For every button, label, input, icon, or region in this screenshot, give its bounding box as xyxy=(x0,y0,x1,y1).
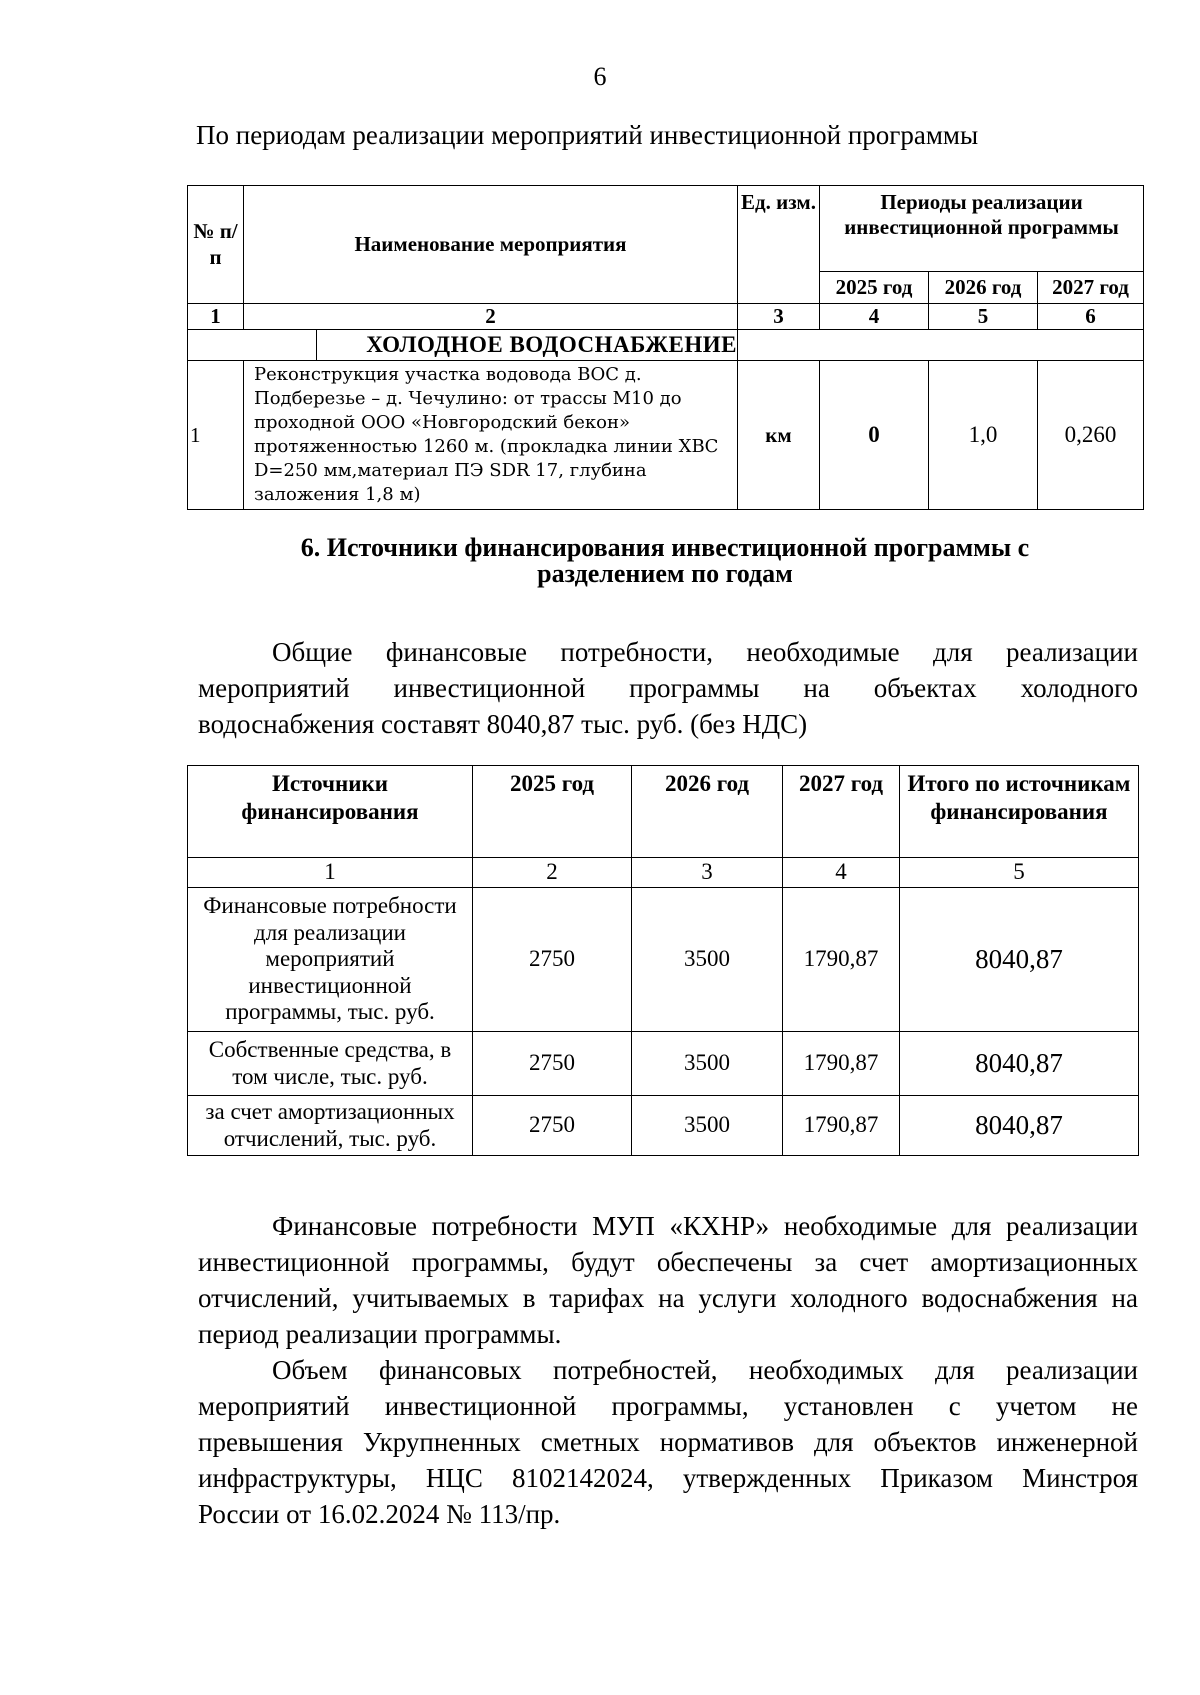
row-unit: км xyxy=(738,361,820,510)
row-label: за счет амортизационных отчислений, тыс. руб. xyxy=(188,1096,473,1156)
table-row xyxy=(188,1032,1139,1096)
row-value-2027: 1790,87 xyxy=(783,888,900,1032)
col-number: 2 xyxy=(473,858,632,888)
row-total: 8040,87 xyxy=(900,1096,1139,1156)
col-number: 2 xyxy=(244,304,738,330)
row-value-2025: 2750 xyxy=(473,1032,632,1096)
paragraph-line: мероприятий инвестиционной программы на объектах холодного xyxy=(198,673,1138,703)
paragraph-line: Общие финансовые потребности, необходимые для реализации xyxy=(272,637,1138,667)
paragraph-total-needs xyxy=(198,634,1138,742)
row-label: Финансовые потребности для реализации мероприятий инвестиционной программы, тыс. руб. xyxy=(188,888,473,1032)
paragraph-line: инфраструктуры, НЦС 8102142024, утвержденных Приказом Минстроя xyxy=(198,1463,1138,1493)
paragraph-line: превышения Укрупненных сметных нормативов для объектов инженерной xyxy=(198,1427,1138,1457)
header-unit: Ед. изм. xyxy=(738,186,820,304)
col-number: 1 xyxy=(188,858,473,888)
paragraph-line: отчислений, учитываемых в тарифах на услуги холодного водоснабжения на xyxy=(198,1283,1138,1313)
row-total: 8040,87 xyxy=(900,888,1139,1032)
table-row xyxy=(188,888,1139,1032)
header-year-2027: 2027 год xyxy=(1038,272,1144,304)
header-periods: Периоды реализации инвестиционной программы xyxy=(820,186,1144,272)
row-value-2027: 0,260 xyxy=(1038,361,1144,510)
row-name-line: D=250 мм,материал ПЭ SDR 17, глубина xyxy=(254,460,647,481)
row-value-2026: 3500 xyxy=(632,1096,783,1156)
col-number: 3 xyxy=(738,304,820,330)
section-6-title-line: разделением по годам xyxy=(537,559,793,588)
paragraph-funding xyxy=(198,1208,1138,1352)
paragraph-line: период реализации программы. xyxy=(198,1319,562,1349)
col-number: 6 xyxy=(1038,304,1144,330)
table-implementation-periods xyxy=(187,185,1144,510)
col-number: 4 xyxy=(820,304,929,330)
header-year-2025: 2025 год xyxy=(820,272,929,304)
row-value-2027: 1790,87 xyxy=(783,1096,900,1156)
paragraph-line: водоснабжения составят 8040,87 тыс. руб. (без НДС) xyxy=(198,709,808,739)
paragraph-line: мероприятий инвестиционной программы, установлен с учетом не xyxy=(198,1391,1138,1421)
row-name-line: проходной ООО «Новгородский бекон» xyxy=(254,412,630,433)
row-total: 8040,87 xyxy=(900,1032,1139,1096)
page-number: 6 xyxy=(593,62,607,91)
header-2026: 2026 год xyxy=(632,766,783,858)
row-value-2027: 1790,87 xyxy=(783,1032,900,1096)
row-name-line: Реконструкция участка водовода ВОС д. xyxy=(254,364,642,385)
paragraph-line: Финансовые потребности МУП «КХНР» необходимые для реализации xyxy=(272,1211,1138,1241)
paragraph-volume xyxy=(198,1352,1138,1532)
row-name-line: протяженностью 1260 м. (прокладка линии ХВС xyxy=(254,436,719,457)
section-6-title xyxy=(187,535,1143,587)
paragraph-line: инвестиционной программы, будут обеспечены за счет амортизационных xyxy=(198,1247,1138,1277)
header-source: Источники финансирования xyxy=(188,766,473,858)
table-financing-sources xyxy=(187,765,1139,1156)
table1-caption: По периодам реализации мероприятий инвестиционной программы xyxy=(196,120,979,150)
table-row xyxy=(188,1096,1139,1156)
header-2025: 2025 год xyxy=(473,766,632,858)
paragraph-line: Объем финансовых потребностей, необходимых для реализации xyxy=(272,1355,1138,1385)
header-total: Итого по источникам финансирования xyxy=(900,766,1139,858)
paragraph-line: России от 16.02.2024 № 113/пр. xyxy=(198,1499,561,1529)
section-title-cold-water: ХОЛОДНОЕ ВОДОСНАБЖЕНИЕ xyxy=(366,332,737,357)
row-num: 1 xyxy=(188,361,244,510)
col-number: 5 xyxy=(900,858,1139,888)
row-name-line: заложения 1,8 м) xyxy=(254,484,421,505)
row-name-line: Подберезье – д. Чечулино: от трассы М10 до xyxy=(254,388,682,409)
row-value-2026: 1,0 xyxy=(929,361,1038,510)
section-6-title-line: 6. Источники финансирования инвестиционной программы с xyxy=(300,533,1030,562)
header-name: Наименование мероприятия xyxy=(244,186,738,304)
header-year-2026: 2026 год xyxy=(929,272,1038,304)
row-value-2025: 2750 xyxy=(473,1096,632,1156)
col-number: 3 xyxy=(632,858,783,888)
col-number: 1 xyxy=(188,304,244,330)
row-value-2026: 3500 xyxy=(632,888,783,1032)
header-num: № п/п xyxy=(188,186,244,304)
col-number: 5 xyxy=(929,304,1038,330)
row-value-2025: 2750 xyxy=(473,888,632,1032)
row-value-2026: 3500 xyxy=(632,1032,783,1096)
col-number: 4 xyxy=(783,858,900,888)
header-2027: 2027 год xyxy=(783,766,900,858)
row-label: Собственные средства, в том числе, тыс. руб. xyxy=(188,1032,473,1096)
row-value-2025: 0 xyxy=(820,361,929,510)
